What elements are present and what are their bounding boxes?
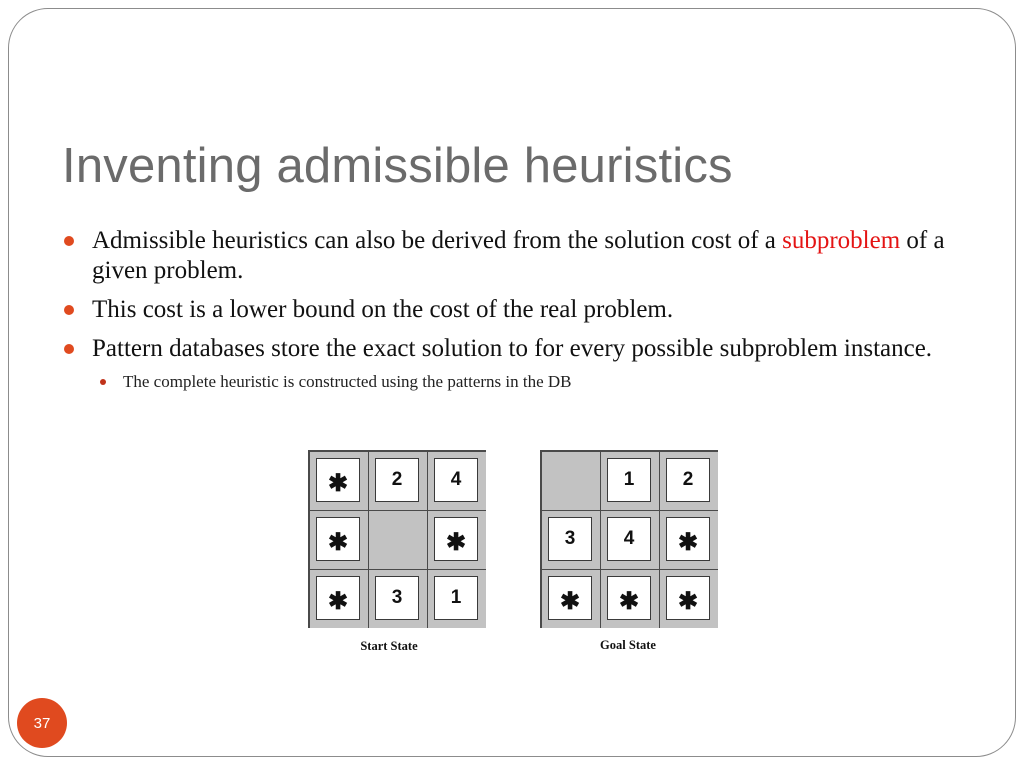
number-tile: 2 [666, 458, 710, 502]
goal-state-board [540, 450, 718, 628]
number-tile: 2 [375, 458, 419, 502]
bullet-text: This cost is a lower bound on the cost of the real problem. [92, 296, 674, 323]
puzzle-cell [660, 452, 718, 510]
number-tile: 1 [434, 576, 478, 620]
number-tile: 1 [607, 458, 651, 502]
wildcard-tile: ✱ [548, 576, 592, 620]
wildcard-tile: ✱ [666, 576, 710, 620]
wildcard-tile: ✱ [434, 517, 478, 561]
puzzle-cell [542, 511, 600, 569]
slide-title: Inventing admissible heuristics [62, 139, 733, 193]
blank-cell [369, 511, 427, 569]
puzzle-cell [660, 570, 718, 628]
blank-cell [542, 452, 600, 510]
bullet-dot [64, 236, 74, 246]
puzzle-cell [601, 452, 659, 510]
puzzle-cell [601, 511, 659, 569]
sub-bullet-dot [100, 379, 106, 385]
puzzle-cell [310, 570, 368, 628]
bullet-text: Pattern databases store the exact solution to for every possible subproblem instance. [92, 335, 933, 362]
puzzle-cell [428, 511, 486, 569]
goal-state-label: Goal State [600, 638, 656, 652]
wildcard-tile: ✱ [316, 576, 360, 620]
bullet-text: of a given problem. [92, 227, 945, 284]
wildcard-tile: ✱ [316, 458, 360, 502]
start-state-label: Start State [360, 639, 418, 653]
wildcard-tile: ✱ [316, 517, 360, 561]
sub-bullet-text: The complete heuristic is constructed using the patterns in the DB [123, 372, 572, 391]
start-state-puzzle [308, 450, 486, 628]
bullet-dot [64, 305, 74, 315]
goal-state-puzzle [540, 450, 718, 628]
bullet-text: Admissible heuristics can also be derived from the solution cost of a [92, 227, 783, 254]
bullet-list [60, 226, 960, 393]
wildcard-tile: ✱ [666, 517, 710, 561]
puzzle-cell [601, 570, 659, 628]
bullet-item [60, 226, 960, 286]
puzzle-cell [542, 570, 600, 628]
puzzle-cell [310, 511, 368, 569]
puzzle-cell [310, 452, 368, 510]
puzzle-cell [428, 452, 486, 510]
start-state-board [308, 450, 486, 628]
wildcard-tile: ✱ [607, 576, 651, 620]
puzzle-cell [428, 570, 486, 628]
bullet-item [60, 334, 960, 364]
sub-bullet-item [92, 371, 960, 393]
puzzle-cell [369, 452, 427, 510]
number-tile: 4 [607, 517, 651, 561]
page-number-badge: 37 [17, 698, 67, 748]
bullet-item [60, 295, 960, 325]
bullet-dot [64, 344, 74, 354]
number-tile: 3 [548, 517, 592, 561]
puzzle-cell [369, 570, 427, 628]
number-tile: 3 [375, 576, 419, 620]
highlight-term: subproblem [782, 227, 901, 254]
puzzle-cell [660, 511, 718, 569]
number-tile: 4 [434, 458, 478, 502]
